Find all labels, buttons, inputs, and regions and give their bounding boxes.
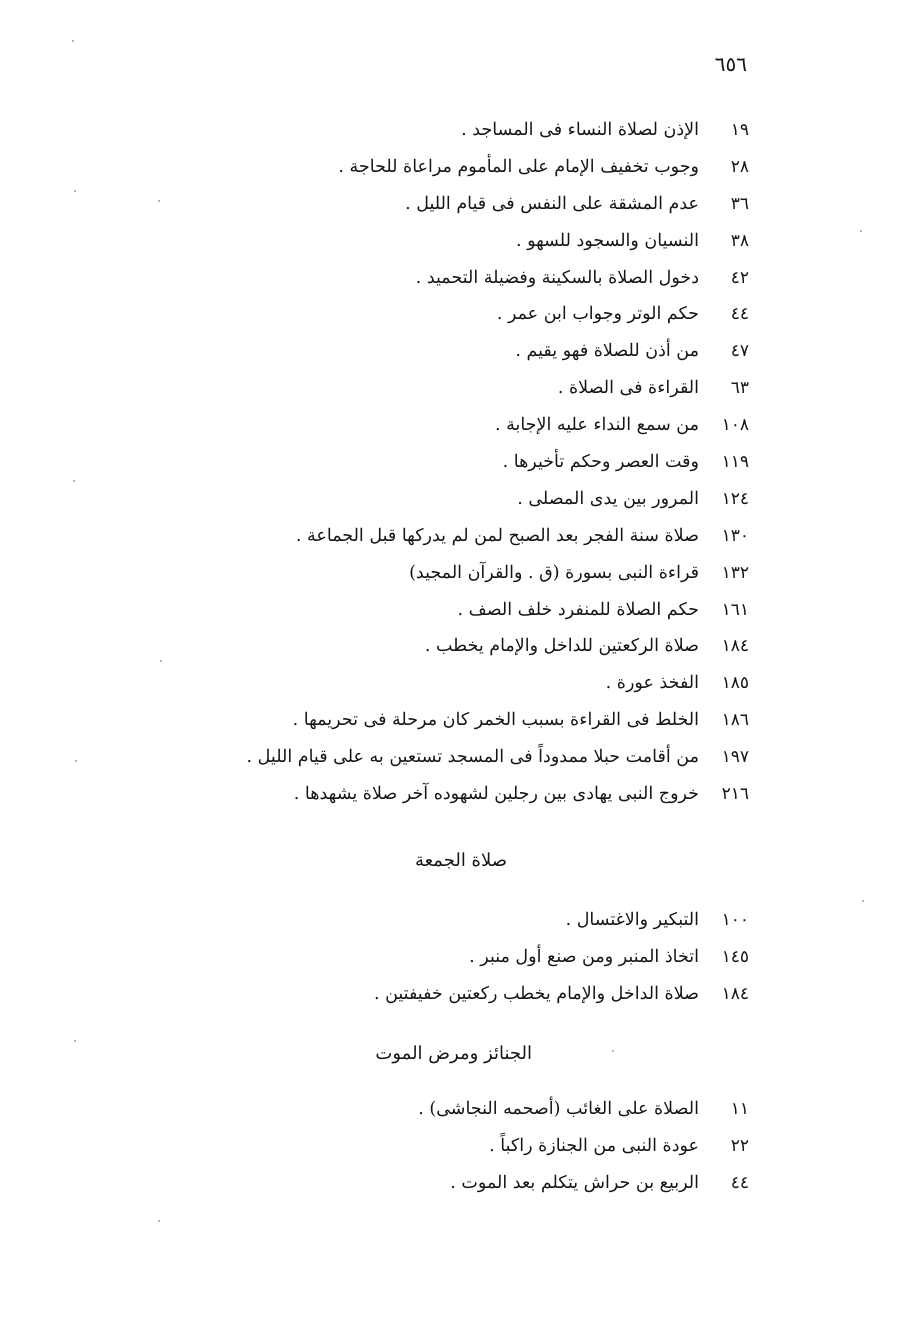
entry-title: صلاة سنة الفجر بعد الصبح لمن لم يدركها قبل الجماعة .: [295, 525, 699, 546]
entry-number: ٤٢: [730, 267, 749, 288]
index-entry: [247, 628, 749, 665]
entry-number: ١٠٨: [721, 415, 749, 436]
index-entry: [374, 902, 749, 939]
scan-speck: [74, 190, 76, 192]
index-section-funerals: [418, 1091, 749, 1202]
index-entry: [247, 370, 749, 407]
entry-number: ١٨٤: [721, 636, 749, 657]
entry-title: حكم الصلاة للمنفرد خلف الصف .: [457, 599, 699, 620]
index-entry: [247, 702, 749, 739]
scan-speck: [72, 40, 74, 42]
scan-speck: [158, 1220, 160, 1222]
scan-speck: [75, 760, 77, 762]
entry-number: ١٨٦: [721, 710, 749, 731]
index-entry: [247, 407, 749, 444]
index-entry: [247, 665, 749, 702]
index-entry: [418, 1128, 749, 1165]
entry-number: ٤٧: [730, 341, 749, 362]
index-entry: [247, 481, 749, 518]
entry-title: صلاة الركعتين للداخل والإمام يخطب .: [424, 636, 699, 657]
entry-number: ١١٩: [721, 452, 749, 473]
section-heading-friday-prayer: صلاة الجمعة: [414, 850, 507, 871]
index-entry: [374, 976, 749, 1013]
entry-title: الربيع بن حراش يتكلم بعد الموت .: [450, 1172, 699, 1193]
entry-title: قراءة النبى بسورة (ق . والقرآن المجيد): [409, 562, 699, 583]
entry-number: ٣٦: [730, 193, 749, 214]
entry-number: ٢١٦: [721, 784, 749, 805]
entry-title: التبكير والاغتسال .: [565, 910, 699, 930]
index-entry: [247, 592, 749, 629]
entry-title: عدم المشقة على النفس فى قيام الليل .: [405, 193, 699, 214]
section-heading-funerals: الجنائز ومرض الموت: [375, 1043, 532, 1064]
entry-number: ١٣٠: [721, 525, 749, 546]
entry-number: ١٢٤: [721, 488, 749, 509]
entry-title: صلاة الداخل والإمام يخطب ركعتين خفيفتين .: [373, 983, 699, 1004]
entry-number: ٦٣: [730, 378, 749, 399]
entry-number: ١١: [730, 1099, 749, 1119]
index-entry: [418, 1091, 749, 1128]
entry-number: ٤٤: [730, 304, 749, 325]
entry-number: ٢٢: [730, 1135, 749, 1156]
entry-title: الإذن لصلاة النساء فى المساجد .: [461, 120, 699, 140]
index-entry: [247, 333, 749, 370]
entry-title: من أذن للصلاة فهو يقيم .: [515, 341, 699, 362]
index-section-friday-prayer: [374, 902, 749, 1013]
scan-speck: [860, 230, 862, 232]
scan-speck: [612, 1050, 614, 1052]
page-number: ٦٥٦: [714, 52, 747, 76]
entry-title: دخول الصلاة بالسكينة وفضيلة التحميد .: [415, 267, 699, 288]
scan-speck: [158, 200, 160, 202]
entry-number: ١٠٠: [721, 910, 749, 930]
entry-number: ١٩: [730, 120, 749, 140]
entry-title: المرور بين يدى المصلى .: [517, 488, 699, 509]
entry-title: حكم الوتر وجواب ابن عمر .: [496, 304, 699, 325]
index-entry: [247, 112, 749, 149]
entry-title: من أقامت حبلا ممدوداً فى المسجد تستعين به على قيام الليل .: [246, 747, 699, 768]
index-entry: [247, 223, 749, 260]
entry-number: ١٨٥: [721, 673, 749, 694]
index-entry: [418, 1165, 749, 1202]
index-entry: [247, 149, 749, 186]
entry-title: عودة النبى من الجنازة راكباً .: [489, 1135, 699, 1156]
index-section-prayer: [247, 112, 749, 813]
entry-number: ٣٨: [730, 230, 749, 251]
entry-number: ٢٨: [730, 156, 749, 177]
index-entry: [247, 739, 749, 776]
index-entry: [247, 555, 749, 592]
index-entry: [374, 939, 749, 976]
entry-title: النسيان والسجود للسهو .: [515, 230, 699, 251]
entry-number: ٤٤: [730, 1172, 749, 1193]
entry-title: الصلاة على الغائب (أصحمه النجاشى) .: [418, 1099, 699, 1119]
index-entry: [247, 776, 749, 813]
entry-number: ١٦١: [721, 599, 749, 620]
entry-title: من سمع النداء عليه الإجابة .: [494, 415, 699, 436]
entry-number: ١٩٧: [721, 747, 749, 768]
entry-number: ١٤٥: [721, 946, 749, 967]
entry-title: خروج النبى يهادى بين رجلين لشهوده آخر صلاة يشهدها .: [293, 784, 699, 805]
scan-speck: [74, 1040, 76, 1042]
entry-number: ١٨٤: [721, 983, 749, 1004]
index-entry: [247, 296, 749, 333]
scan-speck: [160, 660, 162, 662]
scan-speck: [73, 480, 75, 482]
entry-title: وقت العصر وحكم تأخيرها .: [502, 452, 699, 473]
index-entry: [247, 186, 749, 223]
entry-title: الفخذ عورة .: [605, 673, 699, 694]
entry-title: الخلط فى القراءة بسبب الخمر كان مرحلة فى تحريمها .: [292, 710, 699, 731]
entry-title: القراءة فى الصلاة .: [557, 378, 699, 399]
scan-speck: [862, 900, 864, 902]
index-entry: [247, 260, 749, 297]
index-entry: [247, 518, 749, 555]
entry-title: وجوب تخفيف الإمام على المأموم مراعاة للحاجة .: [338, 156, 699, 177]
entry-number: ١٣٢: [721, 562, 749, 583]
index-entry: [247, 444, 749, 481]
entry-title: اتخاذ المنبر ومن صنع أول منبر .: [469, 946, 699, 967]
